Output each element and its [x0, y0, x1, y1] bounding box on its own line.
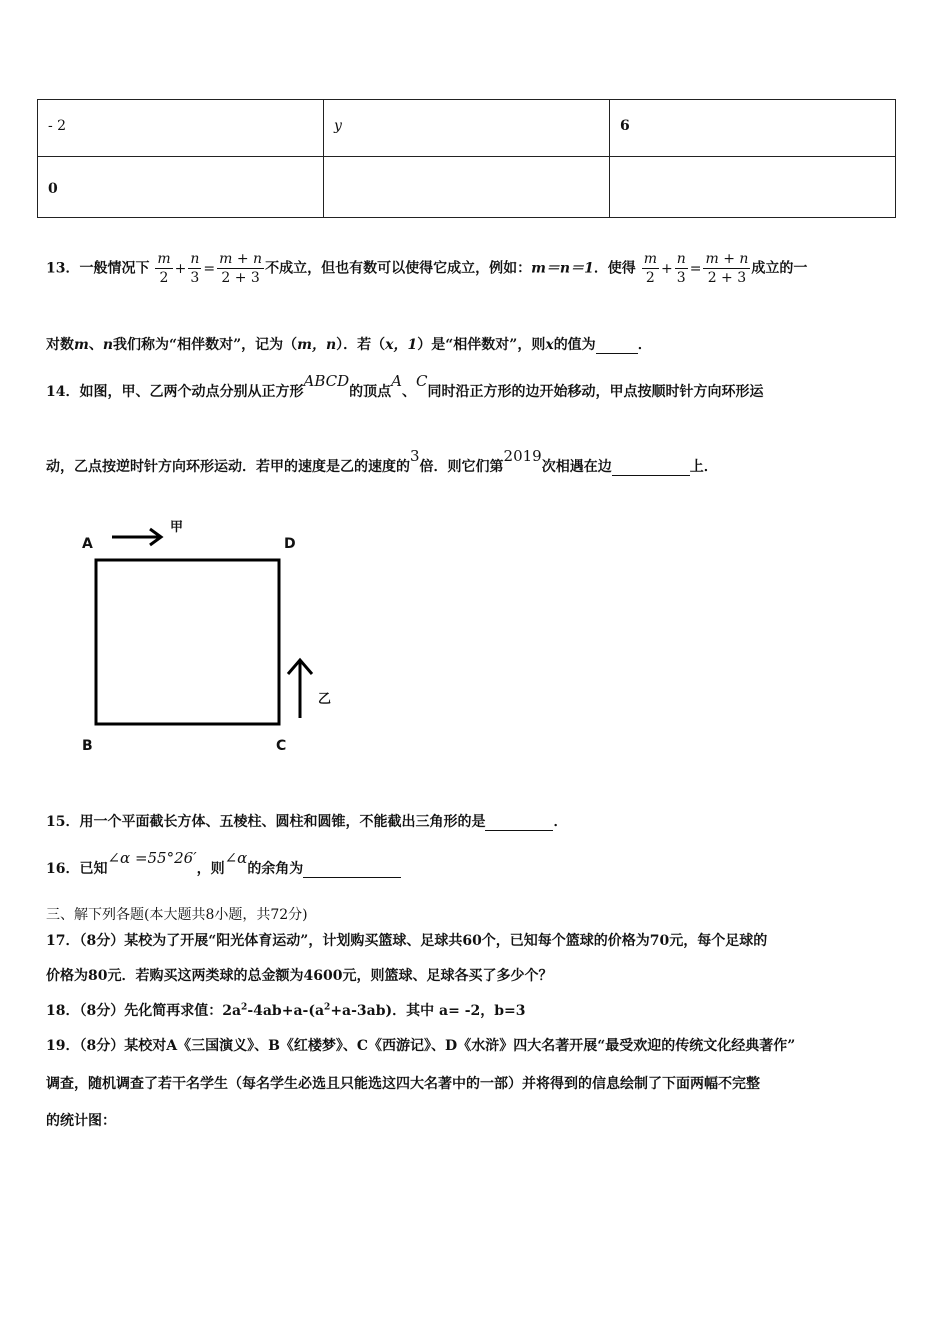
- var-m: m: [74, 337, 89, 353]
- answer-blank[interactable]: [485, 816, 553, 831]
- q13-text: ．使得: [593, 260, 636, 277]
- q13-text: 成立的一: [751, 260, 808, 277]
- q13-text: 、: [88, 337, 103, 353]
- numerator: m + n: [705, 251, 749, 267]
- denominator: 2 + 3: [221, 270, 260, 286]
- vertex-c: C: [415, 372, 428, 390]
- square-outline: [96, 560, 279, 724]
- exponent: 2: [241, 1002, 248, 1013]
- fraction-m-over-2: [155, 250, 172, 287]
- q14-text: 上．: [689, 459, 718, 475]
- equals-sign: =: [689, 260, 702, 277]
- q16-line: [46, 849, 401, 878]
- q14-text: 次相遇在边: [541, 459, 612, 475]
- q18-text: +a-3ab)．其中 a= -2，b=3: [330, 1003, 526, 1019]
- pair-x1: x，1: [385, 337, 418, 353]
- numerator: m + n: [219, 251, 263, 267]
- q17-line2: 价格为80元．若购买这两类球的总金额为4600元，则篮球、足球各买了多少个？: [46, 968, 553, 984]
- section-heading: 三、解下列各题(本大题共8小题，共72分): [46, 907, 308, 923]
- q13-text: ．: [637, 337, 652, 353]
- answer-blank[interactable]: [596, 339, 638, 354]
- answer-blank[interactable]: [612, 461, 690, 476]
- square-abcd: ABCD: [303, 372, 350, 390]
- numerator: m: [157, 251, 171, 267]
- q16-text: 已知: [79, 861, 108, 877]
- table-row: [38, 157, 896, 218]
- q13-text: 对数: [46, 337, 74, 353]
- fraction-sum: [703, 250, 750, 287]
- value-2019: 2019: [503, 447, 542, 465]
- q13-example: m＝n＝1: [531, 260, 594, 277]
- q16-text: ，则: [196, 861, 225, 877]
- denominator: 3: [190, 270, 200, 286]
- q14-text: 同时沿正方形的边开始移动，甲点按顺时针方向环形运: [427, 384, 764, 400]
- denominator: 2: [645, 270, 655, 286]
- q18-text: 18．（8分）先化简再求值：2a: [46, 1003, 242, 1019]
- q15-text: 用一个平面截长方体、五棱柱、圆柱和圆锥，不能截出三角形的是: [79, 814, 486, 830]
- fraction-sum: [217, 250, 264, 287]
- table-cell: [324, 157, 610, 218]
- table-cell: - 2: [38, 100, 324, 157]
- q13-text: 的值为: [553, 337, 596, 353]
- label-d: D: [284, 536, 296, 552]
- label-yi: 乙: [318, 692, 332, 707]
- table-cell: 6: [610, 100, 896, 157]
- table-cell: y: [324, 100, 610, 157]
- plus-sign: +: [174, 260, 187, 277]
- angle-alpha-value: ∠α =55°26′: [107, 849, 197, 867]
- q14-line1: [46, 372, 764, 401]
- q13-text: 我们称为“相伴数对”，记为（: [113, 337, 298, 353]
- q15-line: [46, 811, 567, 831]
- q19-line3: 的统计图：: [46, 1113, 116, 1129]
- vertex-a: A: [391, 372, 402, 390]
- data-table: [37, 99, 896, 218]
- q14-text: 动，乙点按逆时针方向环形运动．若甲的速度是乙的速度的: [46, 459, 410, 475]
- square-figure: [70, 510, 350, 770]
- fraction-n-over-3: [188, 250, 201, 287]
- q18-line: [46, 1000, 526, 1020]
- label-a: A: [82, 536, 93, 552]
- exponent: 2: [324, 1002, 331, 1013]
- q19-line1: 19．（8分）某校对A《三国演义》、B《红楼梦》、C《西游记》、D《水浒》四大名著开展“最受欢迎的传统文化经典著作”: [46, 1038, 796, 1054]
- answer-blank[interactable]: [303, 863, 401, 878]
- q13-line1: [46, 250, 807, 287]
- var-n: n: [102, 337, 114, 353]
- q14-text: 、: [401, 384, 416, 400]
- table-cell: 0: [38, 157, 324, 218]
- table-cell: [610, 157, 896, 218]
- value-three: 3: [410, 447, 420, 465]
- q13-line2: [46, 334, 652, 354]
- q16-text: 的余角为: [247, 861, 304, 877]
- label-jia: 甲: [170, 520, 184, 535]
- q19-line2: 调查，随机调查了若干名学生（每名学生必选且只能选这四大名著中的一部）并将得到的信息绘制了下面两幅不完整: [46, 1076, 760, 1092]
- numerator: n: [190, 251, 200, 267]
- table-row: [38, 100, 896, 157]
- q14-text: 的顶点: [349, 384, 392, 400]
- equals-sign: =: [203, 260, 216, 277]
- numerator: m: [643, 251, 657, 267]
- question-number: 16．: [46, 861, 80, 877]
- q13-text: 不成立，但也有数可以使得它成立，例如：: [265, 260, 532, 277]
- label-c: C: [276, 738, 287, 754]
- q13-text: ）．若（: [336, 337, 386, 353]
- q14-line2: [46, 447, 718, 476]
- q14-text: 倍．则它们第: [419, 459, 504, 475]
- var-x: x: [545, 337, 554, 353]
- q17-line1: 17．（8分）某校为了开展“阳光体育运动”，计划购买篮球、足球共60个，已知每个篮球的价格为70元，每个足球的: [46, 933, 768, 949]
- question-number: 15．: [46, 814, 80, 830]
- q13-text: ）是“相伴数对”，则: [417, 337, 546, 353]
- fraction-n-over-3: [675, 250, 688, 287]
- square-diagram: [70, 510, 350, 770]
- fraction-m-over-2: [642, 250, 659, 287]
- denominator: 2 + 3: [707, 270, 747, 286]
- numerator: n: [676, 251, 686, 267]
- denominator: 3: [676, 270, 686, 286]
- plus-sign: +: [660, 260, 673, 277]
- q14-text: 如图，甲、乙两个动点分别从正方形: [79, 384, 304, 400]
- question-number: 14．: [46, 384, 80, 400]
- q18-text: -4ab+a-(a: [247, 1003, 325, 1019]
- denominator: 2: [159, 270, 169, 286]
- label-b: B: [82, 738, 93, 754]
- q13-text: 一般情况下: [79, 260, 150, 277]
- pair-mn: m，n: [297, 337, 337, 353]
- question-number: 13．: [46, 260, 80, 277]
- angle-alpha: ∠α: [224, 849, 248, 867]
- q15-text: ．: [553, 814, 568, 830]
